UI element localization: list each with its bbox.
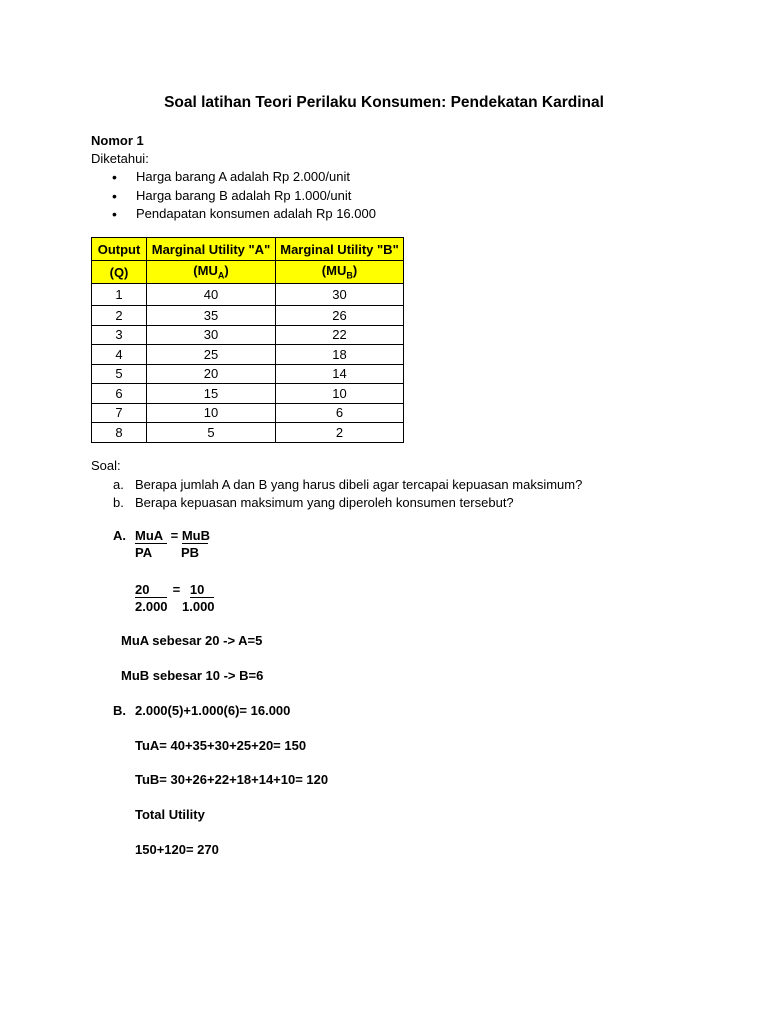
cell-mua: 30 (147, 325, 276, 345)
question-text: Berapa kepuasan maksimum yang diperoleh konsumen tersebut? (135, 495, 514, 510)
list-item: • Harga barang B adalah Rp 1.000/unit (112, 187, 352, 204)
questions-list (113, 476, 582, 512)
cell-mub: 22 (276, 325, 404, 345)
cell-mub: 6 (276, 403, 404, 423)
cell-q: 1 (92, 284, 147, 306)
cell-mua: 35 (147, 306, 276, 326)
question-text: Berapa jumlah A dan B yang harus dibeli agar tercapai kepuasan maksimum? (135, 477, 583, 492)
table-header-row (92, 238, 404, 261)
problem-number: Nomor 1 (91, 133, 144, 148)
eq1-equals: = (170, 528, 179, 543)
cell-mua: 5 (147, 423, 276, 443)
table-row (92, 423, 404, 443)
cell-mua: 25 (147, 345, 276, 365)
cell-mub: 2 (276, 423, 404, 443)
table-row (92, 384, 404, 404)
cell-mua: 20 (147, 364, 276, 384)
question-marker: a. (113, 477, 124, 492)
eq1-denominator-right: PB (181, 545, 200, 560)
table-row (92, 345, 404, 365)
answer-b-line: TuB= 30+26+22+18+14+10= 120 (135, 772, 329, 787)
cell-q: 6 (92, 384, 147, 404)
table-row (92, 325, 404, 345)
list-item: • Harga barang A adalah Rp 2.000/unit (112, 169, 350, 185)
cell-q: 4 (92, 345, 147, 365)
cell-q: 5 (92, 364, 147, 384)
eq1-denominator-left: PA (135, 545, 153, 560)
bullet-icon: • (112, 206, 117, 222)
cell-mub: 18 (276, 345, 404, 365)
equation-mu-ratio (135, 528, 211, 544)
answer-b-marker: B. (113, 703, 126, 718)
eq2-equals: = (172, 582, 181, 597)
answer-b-line: 2.000(5)+1.000(6)= 16.000 (135, 703, 291, 718)
header-mu-b: Marginal Utility "B" (276, 238, 404, 261)
header-q: (Q) (92, 261, 147, 284)
cell-mub: 26 (276, 306, 404, 326)
cell-q: 8 (92, 423, 147, 443)
cell-mub: 30 (276, 284, 404, 306)
eq2-numerator-right: 10 (190, 582, 214, 598)
given-list (112, 168, 376, 224)
eq2-numerator-left: 20 (135, 582, 167, 598)
cell-mua: 40 (147, 284, 276, 306)
answer-a-marker: A. (113, 528, 126, 543)
bullet-icon: • (112, 187, 117, 204)
cell-mub: 14 (276, 364, 404, 384)
answer-a-line: MuB sebesar 10 -> B=6 (121, 668, 264, 683)
cell-mua: 15 (147, 384, 276, 404)
header-output: Output (92, 238, 147, 261)
given-label: Diketahui: (91, 151, 149, 166)
answer-a-line: MuA sebesar 20 -> A=5 (121, 633, 263, 648)
eq2-denominator-left: 2.000 (135, 599, 168, 614)
table-row (92, 403, 404, 423)
question-marker: b. (113, 495, 124, 510)
bullet-icon: • (112, 169, 117, 185)
marginal-utility-table (91, 237, 404, 443)
table-row (92, 364, 404, 384)
list-item: • Pendapatan konsumen adalah Rp 16.000 (112, 206, 376, 222)
cell-q: 3 (92, 325, 147, 345)
eq1-numerator-right: MuB (181, 528, 211, 543)
eq1-numerator-left: MuA (135, 528, 167, 544)
header-mu-a: Marginal Utility "A" (147, 238, 276, 261)
questions-label: Soal: (91, 458, 121, 473)
equation-values (135, 582, 214, 598)
answer-b-line: TuA= 40+35+30+25+20= 150 (135, 738, 307, 753)
cell-mub: 10 (276, 384, 404, 404)
cell-q: 7 (92, 403, 147, 423)
total-utility-label: Total Utility (135, 807, 205, 822)
cell-mua: 10 (147, 403, 276, 423)
page-title: Soal latihan Teori Perilaku Konsumen: Pendekatan Kardinal (164, 94, 604, 111)
table-row (92, 306, 404, 326)
table-header-row (92, 261, 404, 284)
table-row (92, 284, 404, 306)
list-item (113, 476, 582, 494)
header-mub-symbol: $(MU_B)$ (276, 261, 404, 284)
list-item (113, 494, 582, 512)
eq2-denominator-right: 1.000 (182, 599, 215, 614)
header-mua-symbol: $(MU_A)$ (147, 261, 276, 284)
total-utility-value: 150+120= 270 (135, 842, 219, 857)
cell-q: 2 (92, 306, 147, 326)
